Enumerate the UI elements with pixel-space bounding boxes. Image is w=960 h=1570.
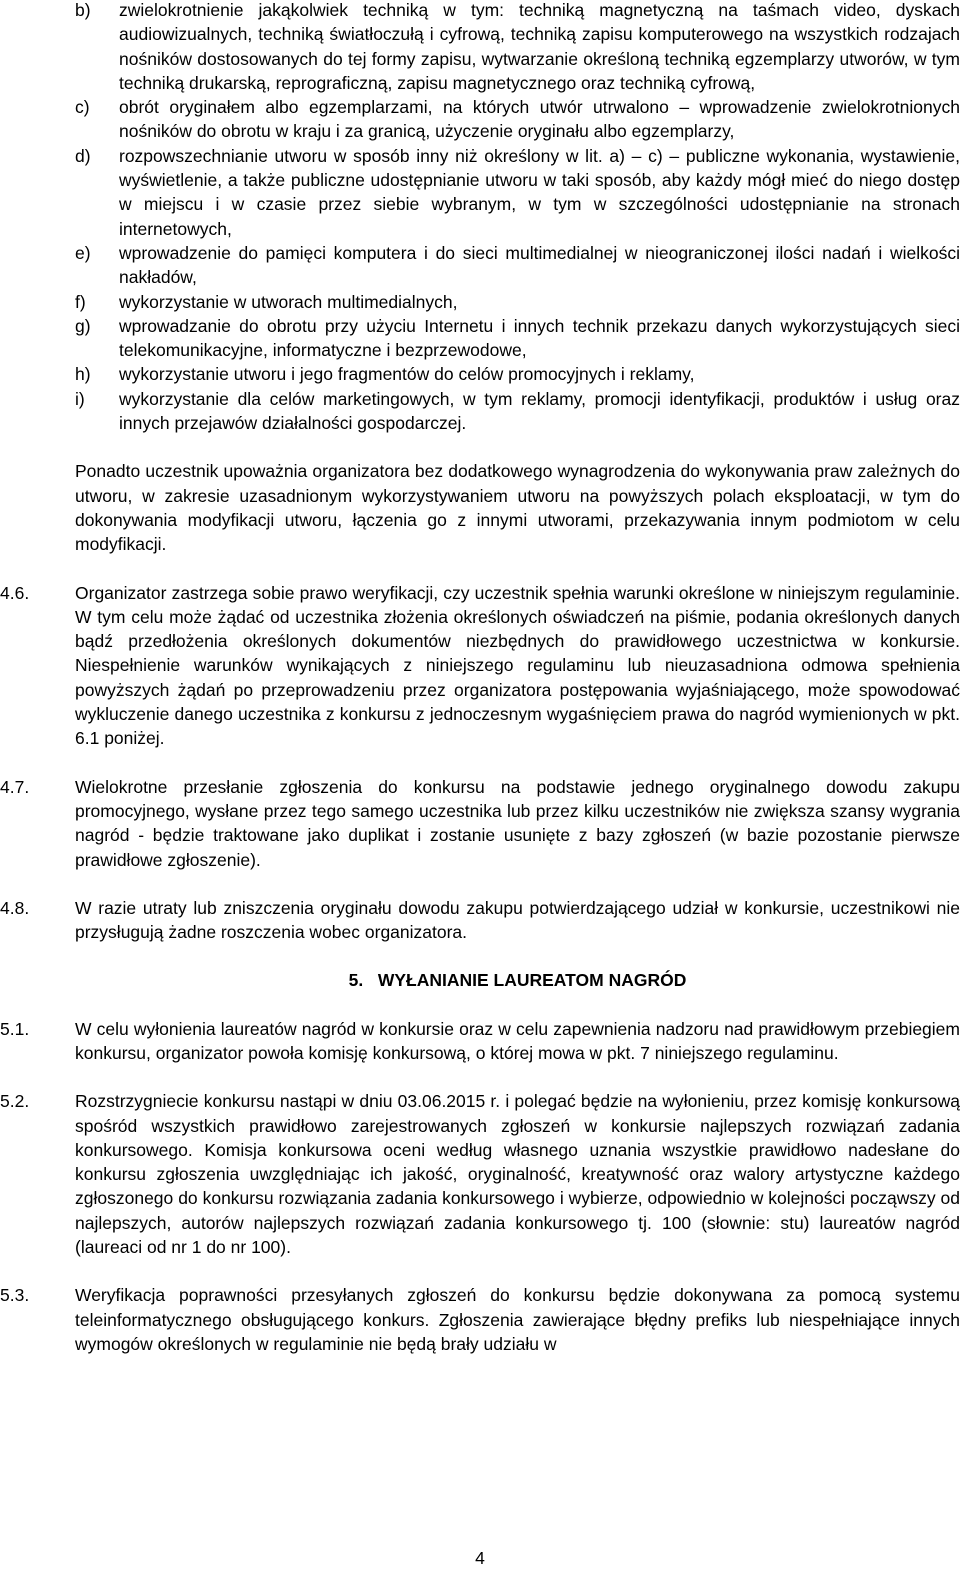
list-label: h) [75, 364, 91, 385]
section-5-2 [0, 1089, 960, 1259]
section-text: Organizator zastrzega sobie prawo weryfikacji, czy uczestnik spełnia warunki określone w niniejszym regulaminie. W tym celu może żądać od uczestnika złożenia określonych oświadczeń na piśmie, podania określonych danych bądź przedłożenia określonych dokumentów niezbędnych do prawidłowego uczestnictwa w konkursie. Niespełnienie warunków wynikających z niniejszego regulaminu lub nieuzasadniona odmowa spełnienia powyższych żądań po przeprowadzeniu przez organizatora postępowania wyjaśniającego, może spowodować wykluczenie danego uczestnika z konkursu z jednoczesnym wygaśnięciem prawa do nagród wymienionych w pkt. 6.1 poniżej. [75, 582, 960, 749]
page-number: 4 [475, 1548, 485, 1568]
list-label: e) [75, 242, 91, 263]
section-text: Rozstrzygniecie konkursu nastąpi w dniu 03.06.2015 r. i polegać będzie na wyłonieniu, przez komisję konkursową spośród wszystkich prawidłowo zarejestrowanych zgłoszeń w konkursie najlepszych rozwiązań zadania konkursowego. Komisja konkursowa oceni według własnego uznania wszystkie prawidłowo nadesłane do konkursu zgłoszenia uwzględniając ich jakość, oryginalność, kreatywność oraz walory artystyczne każdego zgłoszonego do konkursu rozwiązania zadania konkursowego i wybierze, odpowiednio w kolejności począwszy od najlepszych, autorów najlepszych rozwiązań zadania konkursowego tj. 100 (słownie: stu) laureatów nagród (laureaci od nr 1 do nr 100). [75, 1091, 960, 1258]
section-number: 5.3. [0, 1285, 30, 1306]
section-number: 4.8. [0, 897, 30, 918]
section-text: Weryfikacja poprawności przesyłanych zgłoszeń do konkursu będzie dokonywana za pomocą systemu teleinformatycznego obsługującego konkurs. Zgłoszenia zawierające błędny prefiks lub niespełniające innych wymogów określonych w regulaminie nie będą brały udziału w [75, 1285, 960, 1354]
list-text: wprowadzenie do pamięci komputera i do sieci multimedialnej w nieograniczonej ilości nadań i wielkości nakładów, [119, 242, 960, 288]
list-item-e [0, 241, 960, 290]
list-label: g) [75, 315, 91, 336]
section-5-3 [0, 1283, 960, 1356]
section-number: 4.6. [0, 582, 30, 603]
list-text: wykorzystanie utworu i jego fragmentów do celów promocyjnych i reklamy, [119, 364, 695, 385]
section-text: Wielokrotne przesłanie zgłoszenia do konkursu na podstawie jednego oryginalnego dowodu zakupu promocyjnego, wysłane przez tego samego uczestnika lub przez kilku uczestników nie zwiększa szansy wygrania nagród - będzie traktowane jako duplikat i zostanie usunięte z bazy zgłoszeń (w bazie pozostanie pierwsze prawidłowe zgłoszenie). [75, 776, 960, 870]
list-text: wykorzystanie w utworach multimedialnych, [119, 291, 458, 312]
section-4-8 [0, 896, 960, 945]
list-item-g [0, 314, 960, 363]
list-text: rozpowszechnianie utworu w sposób inny niż określony w lit. a) – c) – publiczne wykonania, wystawienie, wyświetlenie, a także publiczne udostępnianie utworu w taki sposób, aby każdy mógł mieć do niego dostęp w miejscu i w czasie przez siebie wybranym, w tym w szczególności udostępnianie na stronach internetowych, [119, 145, 960, 239]
section-heading: 5. WYŁANIANIE LAUREATOM NAGRÓD [348, 970, 687, 991]
list-item-h [0, 362, 960, 386]
list-text: wprowadzanie do obrotu przy użyciu Internetu i innych technik przekazu danych wykorzystujących sieci telekomunikacyjne, informatyczne i bezprzewodowe, [119, 315, 960, 361]
dependent-rights-paragraph: Ponadto uczestnik upoważnia organizatora bez dodatkowego wynagrodzenia do wykonywania praw zależnych do utworu, w zakresie uzasadnionym wykorzystywaniem utworu na powyższych polach eksploatacji, w tym do dokonywania modyfikacji utworu, łączenia go z innymi utworami, przekazywania innym podmiotom w celu modyfikacji. [75, 461, 960, 555]
list-item-b [0, 0, 960, 95]
list-item-d [0, 144, 960, 241]
rights-list [0, 0, 960, 435]
list-text: obrót oryginałem albo egzemplarzami, na których utwór utrwalono – wprowadzenie zwielokrotnionych nośników do obrotu w kraju i za granicą, użyczenie oryginału albo egzemplarzy, [119, 97, 960, 142]
section-4-6 [0, 581, 960, 751]
section-4-7 [0, 775, 960, 872]
list-label: d) [75, 145, 91, 166]
list-text: zwielokrotnienie jakąkolwiek techniką w tym: techniką magnetyczną na taśmach video, dyskach audiowizualnych, techniką światłoczułą i cyfrową, techniką zapisu komputerowego na wszystkich rodzajach nośników dostosowanych do tej formy zapisu, wytwarzanie określoną techniką egzemplarzy utworów, w tym techniką drukarską, reprograficzną, zapisu magnetycznego oraz techniką cyfrową, [119, 0, 960, 93]
list-item-c [0, 95, 960, 144]
list-item-i [0, 387, 960, 436]
section-number: 4.7. [0, 776, 30, 797]
section-text: W razie utraty lub zniszczenia oryginału dowodu zakupu potwierdzającego udział w konkursie, uczestnikowi nie przysługują żadne roszczenia wobec organizatora. [75, 897, 960, 943]
list-text: wykorzystanie dla celów marketingowych, w tym reklamy, promocji identyfikacji, produktów i usług oraz innych przejawów działalności gospodarczej. [119, 388, 960, 434]
section-5-1 [0, 1017, 960, 1066]
list-item-f [0, 290, 960, 314]
list-label: c) [75, 97, 90, 118]
list-label: i) [75, 388, 85, 409]
section-number: 5.2. [0, 1091, 30, 1112]
section-text: W celu wyłonienia laureatów nagród w konkursie oraz w celu zapewnienia nadzoru nad prawidłowym przebiegiem konkursu, organizator powoła komisję konkursową, o której mowa w pkt. 7 niniejszego regulaminu. [75, 1018, 960, 1063]
list-label: f) [75, 291, 86, 312]
section-number: 5.1. [0, 1018, 30, 1039]
list-label: b) [75, 0, 91, 20]
